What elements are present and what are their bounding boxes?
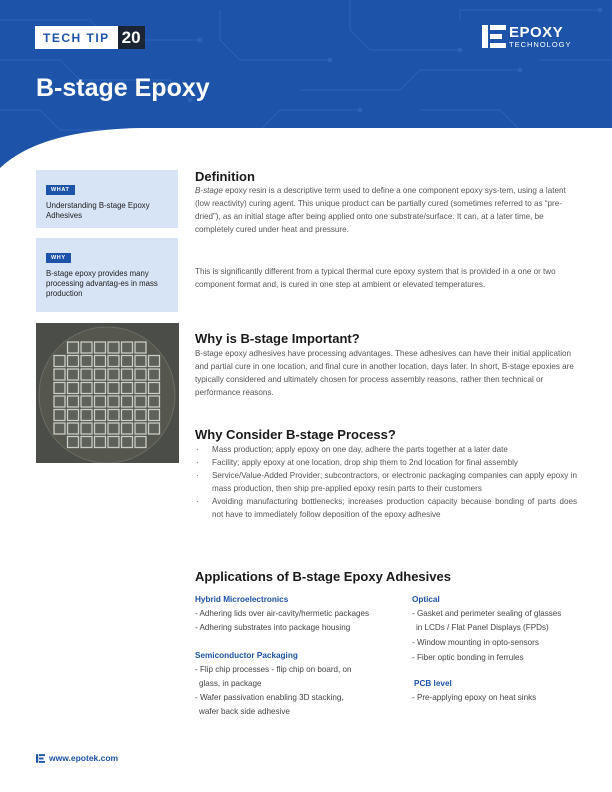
semi-item: glass, in package xyxy=(199,679,262,688)
optical-item: in LCDs / Flat Panel Displays (FPDs) xyxy=(416,623,549,632)
definition-heading: Definition xyxy=(195,169,255,184)
consider-item: · Facility; apply epoxy at one location, drop ship them to 2nd location for final assembly xyxy=(195,456,577,469)
wafer-image xyxy=(36,323,179,463)
optical-item: - Gasket and perimeter sealing of glasses xyxy=(412,609,562,618)
tech-tip-tab xyxy=(35,26,145,49)
consider-heading: Why Consider B-stage Process? xyxy=(195,427,396,442)
b-stage-wafer-photo xyxy=(36,323,179,463)
logo-mark-icon xyxy=(482,25,506,48)
consider-item: · Mass production; apply epoxy on one day, adhere the parts together at a later date xyxy=(195,443,577,456)
semi-heading: Semiconductor Packaging xyxy=(195,651,298,660)
page-title: B-stage Epoxy xyxy=(36,74,210,102)
optical-heading: Optical xyxy=(412,595,440,604)
importance-paragraph: B-stage epoxy adhesives have processing advantages. These adhesives can have their initial application and partial cure in one location, and final cure in another location, days later. In short, B-stage epoxies are typically considered and ultimately chosen for process assembly reasons, rather then technical or performance reasons. xyxy=(195,349,574,397)
why-box xyxy=(36,238,178,312)
what-box xyxy=(36,170,178,228)
definition-body: epoxy resin is a descriptive term used to define a one component epoxy sys-tem, using a latent (low reactivity) curing agent. This unique product can be partially cured (sometimes referred to as “pre-dried”), as an initial stage after being applied onto one substrate/surface. It can, at a later time, be completely cured under heat and pressure. xyxy=(195,186,566,234)
tech-tip-label: TECH TIP xyxy=(35,26,118,49)
footer-website[interactable] xyxy=(36,753,118,763)
hybrid-item: - Adhering lids over air-cavity/hermetic packages xyxy=(195,609,370,618)
semi-item: - Wafer passivation enabling 3D stacking, xyxy=(195,693,344,702)
tech-tip-number: 20 xyxy=(118,26,145,49)
optical-item: - Window mounting in opto-sensors xyxy=(412,638,539,647)
semi-item: wafer back side adhesive xyxy=(199,707,290,716)
pcb-heading: PCB level xyxy=(414,679,452,688)
hybrid-heading: Hybrid Microelectronics xyxy=(195,595,289,604)
why-tag: WHY xyxy=(46,253,71,263)
logo-sub-text: TECHNOLOGY xyxy=(509,40,572,49)
logo-mark-icon xyxy=(36,754,45,763)
consider-item: · Service/Value-Added Provider; subcontractors, or electronic packaging companies can apply epoxy in mass production, then ship pre-applied epoxy resin parts to their customers xyxy=(195,469,577,495)
consider-item: · Avoiding manufacturing bottlenecks; increases production capacity because bonding of parts does not have to immediately follow deposition of the epoxy adhesive xyxy=(195,495,577,521)
hybrid-item: - Adhering substrates into package housing xyxy=(195,623,351,632)
definition-paragraph-1 xyxy=(195,184,577,236)
what-text: Understanding B-stage Epoxy Adhesives xyxy=(46,201,150,221)
definition-paragraph-2: This is significantly different from a typical thermal cure epoxy system that is provided in a one or two component format and, is cured in one step at ambient or elevated temperatures. xyxy=(195,267,556,289)
what-tag: WHAT xyxy=(46,185,75,195)
semi-item: - Flip chip processes - flip chip on board, on xyxy=(195,665,352,674)
logo-main-text: EPOXY xyxy=(509,24,564,41)
optical-item: - Fiber optic bonding in ferrules xyxy=(412,653,524,662)
epoxy-technology-logo xyxy=(482,24,582,50)
importance-heading: Why is B-stage Important? xyxy=(195,331,360,346)
applications-heading: Applications of B-stage Epoxy Adhesives xyxy=(195,569,451,584)
definition-term: B-stage xyxy=(195,186,223,195)
why-text: B-stage epoxy provides many processing advantag-es in mass production xyxy=(46,269,158,299)
consider-list xyxy=(195,443,577,521)
pcb-item: - Pre-applying epoxy on heat sinks xyxy=(412,693,537,702)
footer-url[interactable]: www.epotek.com xyxy=(49,753,119,763)
